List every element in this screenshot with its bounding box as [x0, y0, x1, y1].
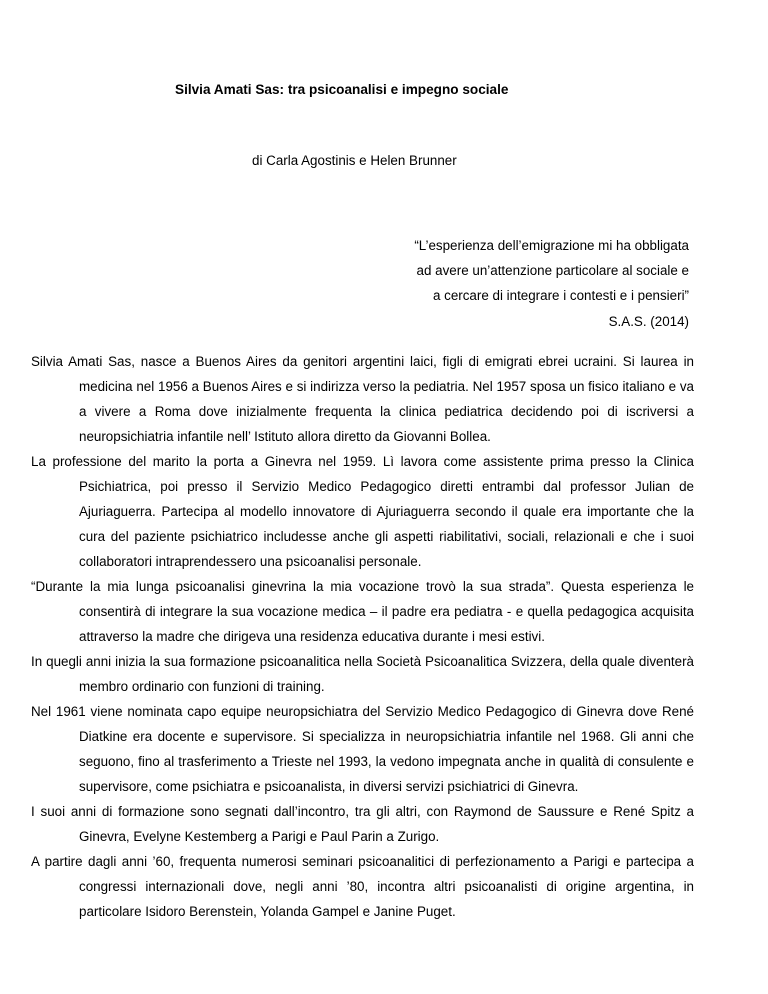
- epigraph-attribution: S.A.S. (2014): [608, 313, 689, 329]
- body-text: [31, 349, 694, 924]
- paragraph: A partire dagli anni ’60, frequenta numerosi seminari psicoanalitici di perfezionamento a Parigi e partecipa a congressi internazionali dove, negli anni ’80, incontra altri psicoanalisti di origine argentina, in particolare Isidoro Berenstein, Yolanda Gampel e Janine Puget.: [31, 854, 694, 919]
- paragraph: Nel 1961 viene nominata capo equipe neuropsichiatra del Servizio Medico Pedagogico di Ginevra dove René Diatkine era docente e supervisore. Si specializza in neuropsichiatria infantile nel 1968. Gli anni che seguono, fino al trasferimento a Trieste nel 1993, la vedono impegnata anche in qualità di consulente e supervisore, come psichiatra e psicoanalista, in diversi servizi psichiatrici di Ginevra.: [31, 704, 694, 794]
- epigraph-line: a cercare di integrare i contesti e i pensieri”: [432, 288, 689, 304]
- paragraph: Silvia Amati Sas, nasce a Buenos Aires da genitori argentini laici, figli di emigrati ebrei ucraini. Si laurea in medicina nel 1956 a Buenos Aires e si indirizza verso la pediatria. Nel 1957 sposa un fisico italiano e va a vivere a Roma dove inizialmente frequenta la clinica pediatrica decidendo poi di iscriversi a neuropsichiatria infantile nell’ Istituto allora diretto da Giovanni Bollea.: [31, 354, 694, 444]
- paragraph: La professione del marito la porta a Ginevra nel 1959. Lì lavora come assistente prima presso la Clinica Psichiatrica, poi presso il Servizio Medico Pedagogico diretti entrambi dal professor Julian de Ajuriaguerra. Partecipa al modello innovatore di Ajuriaguerra secondo il quale era importante che la cura del paziente psichiatrico includesse anche gli aspetti riabilitativi, sociali, relazionali e che i suoi collaboratori intraprendessero una psicoanalisi personale.: [31, 454, 694, 569]
- epigraph: [414, 233, 689, 334]
- epigraph-line: “L’esperienza dell’emigrazione mi ha obbligata: [414, 238, 689, 253]
- document-authors: di Carla Agostinis e Helen Brunner: [252, 153, 457, 168]
- paragraph: “Durante la mia lunga psicoanalisi ginevrina la mia vocazione trovò la sua strada”. Questa esperienza le consentirà di integrare la sua vocazione medica – il padre era pediatra - e quella pedagogica acquisita attraverso la madre che dirigeva una residenza educativa durante i mesi estivi.: [31, 579, 694, 644]
- document-title: Silvia Amati Sas: tra psicoanalisi e impegno sociale: [175, 82, 509, 97]
- epigraph-line: ad avere un’attenzione particolare al sociale e: [416, 263, 689, 279]
- paragraph: I suoi anni di formazione sono segnati dall’incontro, tra gli altri, con Raymond de Saussure e René Spitz a Ginevra, Evelyne Kestemberg a Parigi e Paul Parin a Zurigo.: [31, 804, 694, 844]
- paragraph: In quegli anni inizia la sua formazione psicoanalitica nella Società Psicoanalitica Svizzera, della quale diventerà membro ordinario con funzioni di training.: [31, 654, 694, 694]
